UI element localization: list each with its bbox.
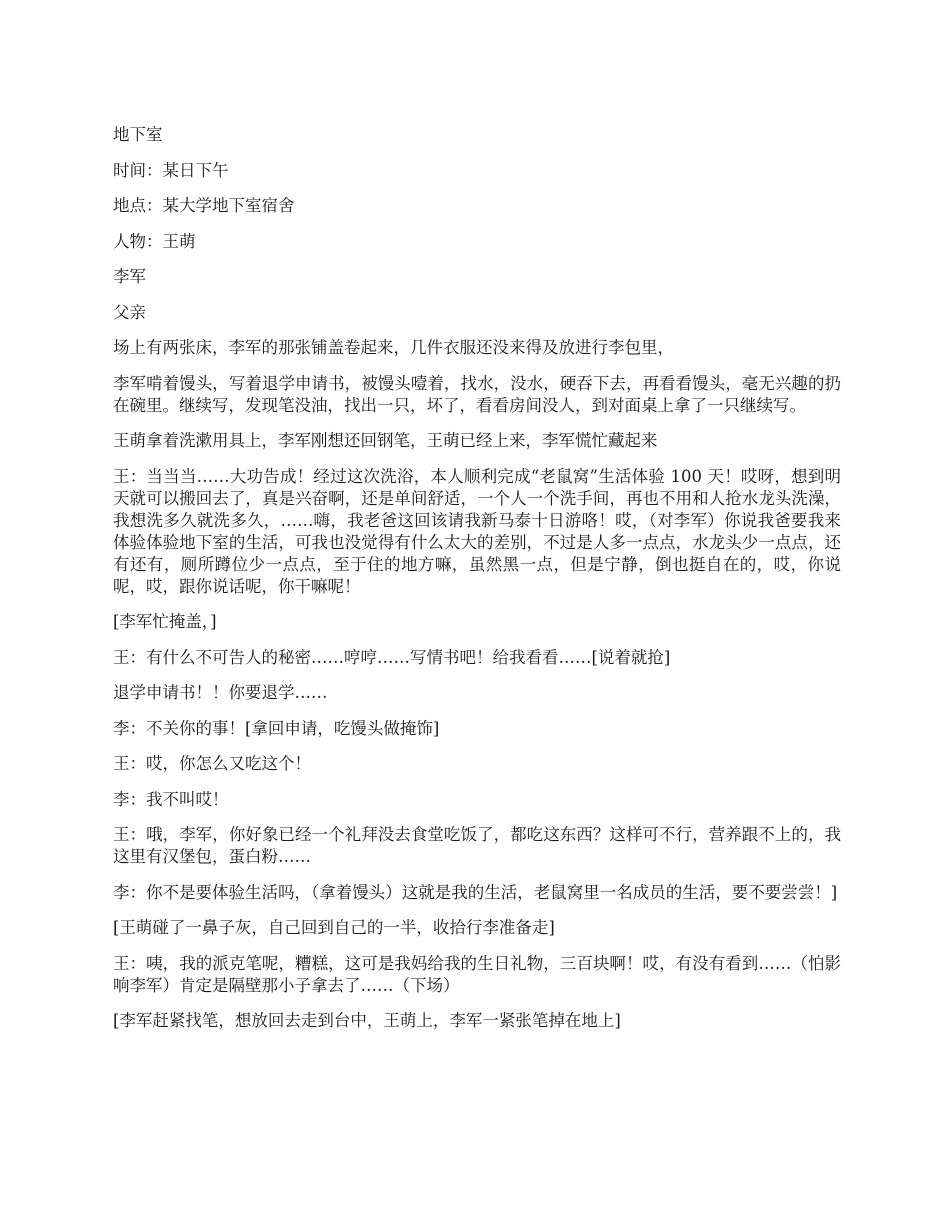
dialogue-line: 王：咦，我的派克笔呢，糟糕，这可是我妈给我的生日礼物，三百块啊！哎，有没有看到……（怕影响李军）肯定是隔壁那小子拿去了……（下场） bbox=[113, 953, 841, 995]
stage-direction: [王萌碰了一鼻子灰，自己回到自己的一半，收拾行李准备走] bbox=[113, 918, 555, 937]
dialogue-line: 王：哎，你怎么又吃这个！ bbox=[113, 754, 311, 773]
location-line: 地点：某大学地下室宿舍 bbox=[113, 196, 295, 215]
document-page bbox=[113, 124, 841, 1046]
dialogue-line: 王：有什么不可告人的秘密……哼哼……写情书吧！给我看看……[说着就抢] bbox=[113, 647, 671, 667]
dialogue-line: 王：哦，李军，你好象已经一个礼拜没去食堂吃饭了，都吃这东西？这样可不行，营养跟不上的，我这里有汉堡包，蛋白粉…… bbox=[113, 825, 841, 866]
stage-direction: [李军赶紧找笔，想放回去走到台中，王萌上，李军一紧张笔掉在地上] bbox=[113, 1011, 621, 1030]
stage-direction: 王萌拿着洗漱用具上，李军刚想还回钢笔，王萌已经上来，李军慌忙藏起来 bbox=[113, 431, 658, 450]
character-li-jun: 李军 bbox=[113, 267, 146, 286]
characters-line: 人物：王萌 bbox=[113, 231, 196, 251]
stage-direction: 场上有两张床，李军的那张铺盖卷起来，几件衣服还没来得及放进行李包里， bbox=[113, 338, 674, 357]
dialogue-line: 李：我不叫哎！ bbox=[113, 789, 229, 809]
character-father: 父亲 bbox=[113, 302, 146, 322]
scene-title: 地下室 bbox=[113, 125, 163, 144]
time-line: 时间：某日下午 bbox=[113, 160, 229, 180]
stage-direction: [李军忙掩盖，] bbox=[113, 612, 217, 631]
dialogue-line: 王：当当当……大功告成！经过这次洗浴，本人顺利完成“老鼠窝”生活体验 100 天！哎呀，想到明天就可以搬回去了，真是兴奋啊，还是单间舒适，一个人一个洗手间，再也不用和人抢水龙头洗澡，我想洗多久就洗多久，……嗨，我老爸这回该请我新马泰十日游咯！哎，（对李军）你说我爸要我来体验体验地下室的生活，可我也没觉得有什么太大的差别，不过是人多一点点，水龙头少一点点，还有还有，厕所蹲位少一点点，至于住的地方嘛，虽然黑一点，但是宁静，倒也挺自在的，哎，你说呢，哎，跟你说话呢，你干嘛呢！ bbox=[113, 466, 841, 596]
dialogue-line: 李：不关你的事！[拿回申请，吃馒头做掩饰] bbox=[113, 718, 440, 738]
dialogue-line: 李：你不是要体验生活吗，（拿着馒头）这就是我的生活，老鼠窝里一名成员的生活，要不要尝尝！] bbox=[113, 882, 838, 902]
dialogue-line: 退学申请书！！你要退学…… bbox=[113, 683, 328, 702]
stage-direction: 李军啃着馒头，写着退学申请书，被馒头噎着，找水，没水，硬吞下去，再看看馒头，毫无兴趣的扔在碗里。继续写，发现笔没油，找出一只，坏了，看看房间没人，到对面桌上拿了一只继续写。 bbox=[113, 373, 841, 415]
